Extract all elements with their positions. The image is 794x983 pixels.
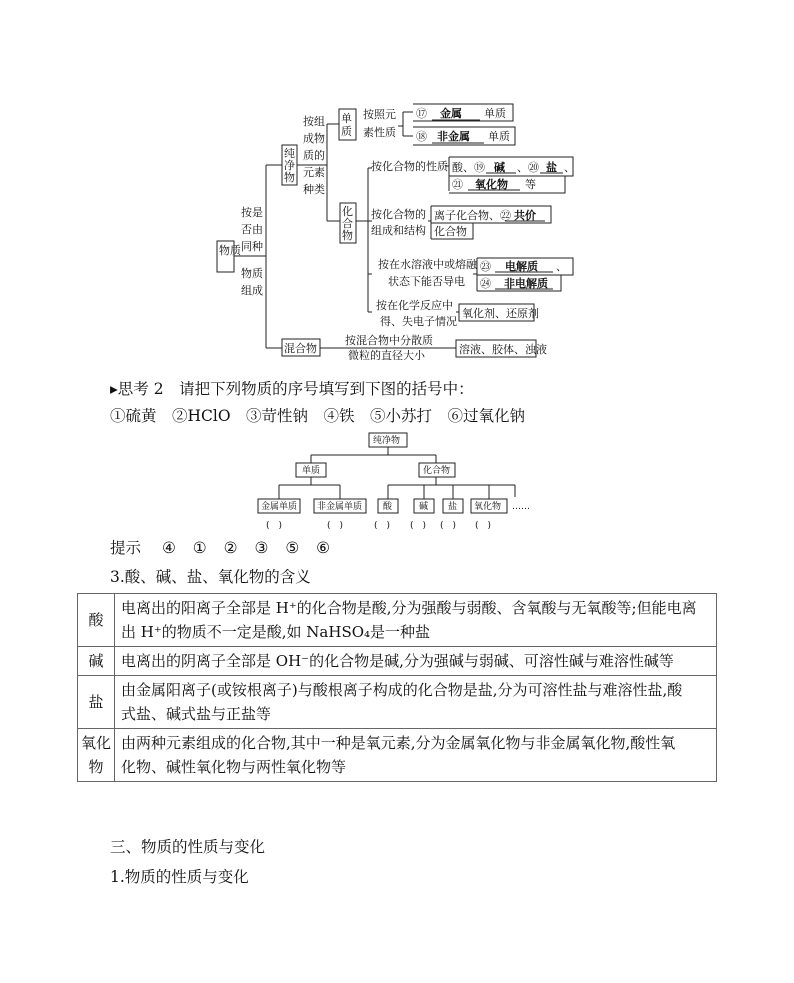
criterion-4: 物质 [241, 267, 263, 280]
c1-salt-answer: 盐 [546, 161, 557, 174]
hint-answer: ⑥ [316, 539, 331, 557]
row-key: 碱 [78, 647, 115, 676]
mix-label-1: 按混合物中分散质 [345, 334, 433, 347]
c2-label-1: 按化合物的 [371, 208, 426, 221]
paren-3: ( ) [374, 521, 391, 531]
compound-char-2: 合 [342, 217, 353, 230]
row-value [115, 729, 717, 782]
row-line: 出 H⁺的物质不一定是酸,如 NaHSO₄是一种盐 [121, 623, 431, 641]
pure-criterion-3: 质的 [303, 149, 325, 162]
criterion-2: 否由 [241, 223, 263, 236]
classification-diagram [210, 98, 600, 360]
c1-label: 按化合物的性质 [371, 160, 448, 173]
mix-box-text: 溶液、胶体、浊液 [459, 343, 547, 356]
compound-char-3: 物 [342, 229, 353, 242]
c3-label-2: 状态下能否导电 [388, 275, 465, 288]
hint-answer: ④ [161, 539, 176, 557]
row-line: 由金属阳离子(或铵根离子)与酸根离子构成的化合物是盐,分为可溶性盐与难溶性盐,酸 [121, 681, 683, 699]
c1-num2: ㉑ [452, 178, 463, 191]
element-char-2: 质 [341, 125, 352, 138]
paren-6: ( ) [475, 521, 492, 531]
hint-line [110, 537, 330, 559]
leaf-base: 碱 [419, 502, 429, 512]
pure-criterion-2: 成物 [303, 132, 325, 145]
criterion-1: 按是 [241, 206, 263, 219]
pure-criterion-5: 种类 [303, 183, 325, 196]
section-heading: 三、物质的性质与变化 [110, 838, 266, 856]
c1-prefix: 酸、⑲ [452, 161, 485, 174]
c3-nonelectrolyte-answer: 非电解质 [504, 277, 548, 290]
c4-box-text: 氧化剂、还原剂 [462, 307, 539, 320]
table-row [78, 729, 717, 782]
pure-char-3: 物 [284, 171, 295, 184]
row-key [78, 729, 115, 782]
pure-char-2: 净 [284, 159, 295, 172]
mix-label-2: 微粒的直径大小 [348, 349, 425, 360]
table-row [78, 594, 717, 647]
row-key: 盐 [78, 676, 115, 729]
row-line: 电离出的阴离子全部是 OH⁻的化合物是碱,分为强碱与弱碱、可溶性碱与难溶性碱等 [121, 652, 674, 670]
row-line: 由两种元素组成的化合物,其中一种是氧元素,分为金属氧化物与非金属氧化物,酸性氧 [121, 734, 676, 752]
c4-label-2: 得、失电子情况 [380, 315, 457, 328]
nonmetal-suffix: 单质 [488, 130, 510, 143]
pure-criterion-4: 元素 [303, 166, 325, 179]
element-criterion-2: 素性质 [363, 126, 396, 139]
hint-answer: ③ [254, 539, 269, 557]
row-line: 式盐、碱式盐与正盐等 [121, 705, 272, 723]
c3-num2: ㉔ [480, 277, 491, 290]
definitions-table [77, 593, 717, 782]
row-key-line: 氧化 [80, 734, 111, 752]
nonmetal-answer: 非金属 [437, 130, 470, 143]
leaf-nonmetal: 非金属单质 [317, 502, 363, 512]
leaf-salt: 盐 [448, 502, 458, 512]
paren-4: ( ) [410, 521, 427, 531]
row-value [115, 676, 717, 729]
hint-answer: ① [192, 539, 207, 557]
row-value [115, 594, 717, 647]
criterion-5: 组成 [241, 284, 263, 297]
think-items: ①硫黄 ②HClO ③苛性钠 ④铁 ⑤小苏打 ⑥过氧化钠 [110, 407, 526, 425]
c1-base-answer: 碱 [494, 161, 505, 174]
element-criterion-1: 按照元 [363, 108, 396, 121]
table-row [78, 676, 717, 729]
section3-heading: 3.酸、碱、盐、氧化物的含义 [110, 568, 311, 586]
leaf-metal: 金属单质 [261, 502, 298, 512]
row-key-line: 物 [88, 758, 104, 776]
pure-criterion-1: 按组 [303, 115, 325, 128]
root-char-1: 物质 [219, 244, 241, 257]
paren-5: ( ) [440, 521, 457, 531]
c2-compound: 化合物 [434, 225, 467, 238]
tree-element: 单质 [302, 466, 321, 476]
pure-substance-tree [250, 430, 550, 535]
c1-oxide-answer: 氧化物 [475, 178, 508, 191]
metal-num: ⑰ [416, 107, 427, 120]
tree-root: 纯净物 [373, 436, 401, 446]
row-value [115, 647, 717, 676]
think-title [110, 378, 474, 400]
table-row [78, 647, 717, 676]
c3-electrolyte-answer: 电解质 [505, 260, 538, 273]
nonmetal-num: ⑱ [416, 130, 427, 143]
hint-label: 提示 [110, 539, 142, 557]
c3-num1: ㉓ [480, 260, 491, 273]
compound-char-1: 化 [342, 205, 353, 218]
c2-covalent-answer: 共价 [514, 209, 536, 222]
c3-tail: 、 [556, 260, 567, 273]
paren-2: ( ) [327, 521, 344, 531]
metal-suffix: 单质 [484, 107, 506, 120]
c2-label-2: 组成和结构 [371, 224, 426, 237]
leaf-oxide: 氧化物 [474, 502, 502, 512]
c1-mid: 、⑳ [517, 161, 539, 174]
row-line: 化物、碱性氧化物与两性氧化物等 [121, 758, 347, 776]
leaf-acid: 酸 [383, 502, 393, 512]
c1-tail: 、 [564, 161, 575, 174]
row-line: 电离出的阳离子全部是 H⁺的化合物是酸,分为强酸与弱酸、含氧酸与无氧酸等;但能电离 [121, 599, 697, 617]
pure-char-1: 纯 [284, 147, 295, 160]
tree-compound: 化合物 [423, 466, 451, 476]
c4-label-1: 按在化学反应中 [376, 299, 453, 312]
row-key: 酸 [78, 594, 115, 647]
metal-answer: 金属 [440, 107, 462, 120]
c2-prefix: 离子化合物、㉒ [434, 209, 511, 222]
hint-answer: ② [223, 539, 238, 557]
element-char-1: 单 [341, 112, 352, 125]
think-title-text: 思考 2 请把下列物质的序号填写到下图的括号中： [117, 380, 474, 398]
criterion-3: 同种 [241, 240, 263, 253]
triangle-bullet-icon: ▸ [110, 380, 118, 398]
paren-1: ( ) [266, 521, 283, 531]
c3-label-1: 按在水溶液中或熔融 [378, 258, 477, 271]
subsection-heading: 1.物质的性质与变化 [110, 868, 249, 886]
c1-etc: 等 [525, 178, 536, 191]
hint-answer: ⑤ [285, 539, 300, 557]
mixture-text: 混合物 [284, 342, 317, 355]
leaf-ellipsis: …… [512, 502, 530, 512]
